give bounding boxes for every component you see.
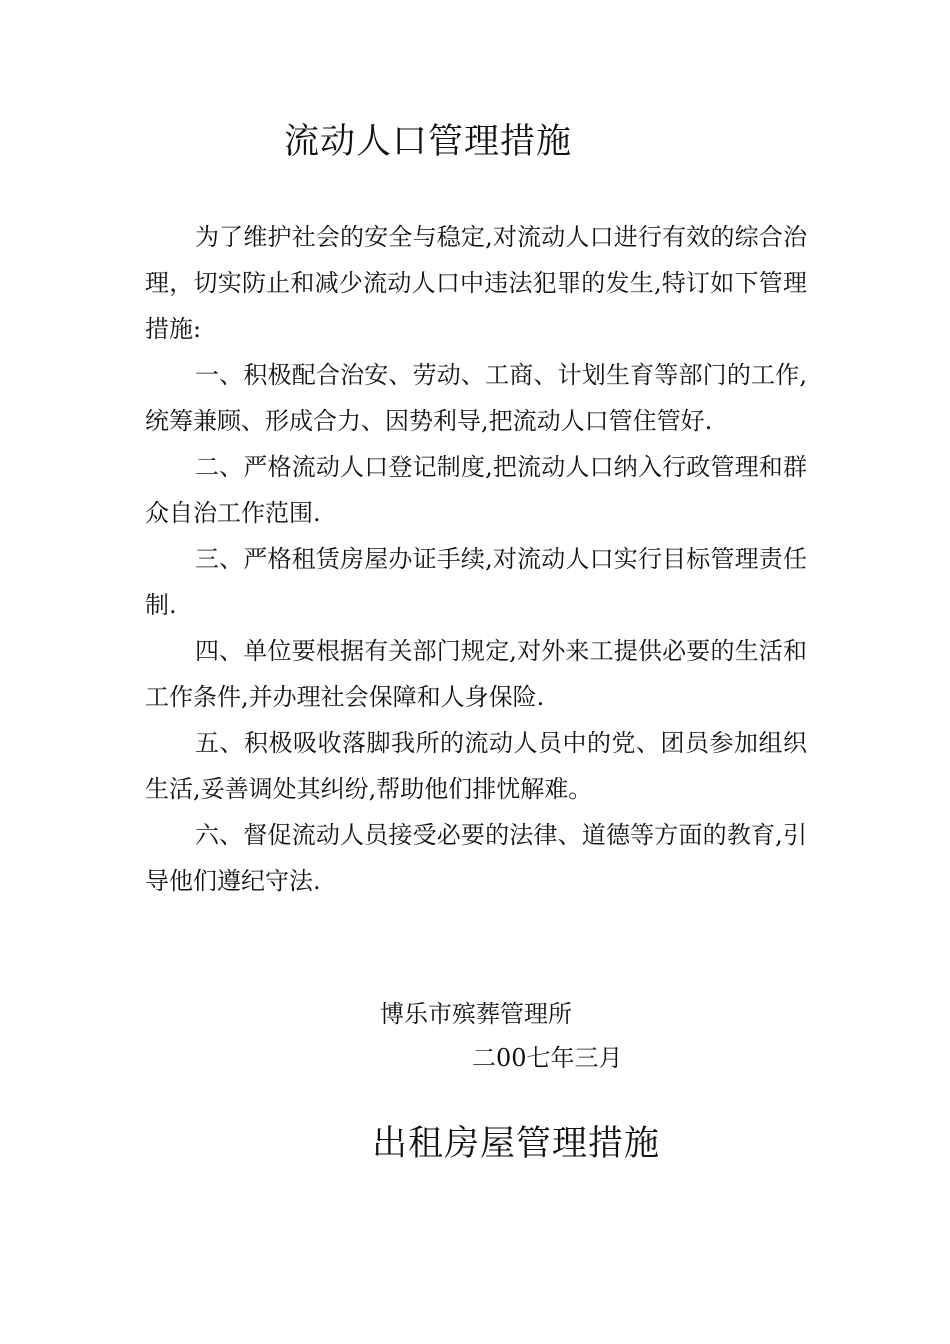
measure-paragraph-2: 二、严格流动人口登记制度,把流动人口纳入行政管理和群众自治工作范围. [145,453,807,527]
measure-paragraph-3: 三、严格租赁房屋办证手续,对流动人口实行目标管理责任制. [145,545,807,619]
measure-paragraph-5: 五、积极吸收落脚我所的流动人员中的党、团员参加组织生活,妥善调处其纠纷,帮助他们排忧解难。 [145,729,807,803]
document-body [145,214,807,904]
intro-paragraph: 为了维护社会的安全与稳定,对流动人口进行有效的综合治理，切实防止和减少流动人口中违法犯罪的发生,特订如下管理措施: [145,223,807,343]
signature-organization: 博乐市殡葬管理所 [380,1000,572,1028]
measure-paragraph-6: 六、督促流动人员接受必要的法律、道德等方面的教育,引导他们遵纪守法. [145,821,807,895]
measure-paragraph-4: 四、单位要根据有关部门规定,对外来工提供必要的生活和工作条件,并办理社会保障和人身保险. [145,637,807,711]
measure-paragraph-1: 一、积极配合治安、劳动、工商、计划生育等部门的工作,统筹兼顾、形成合力、因势利导,把流动人口管住管好. [145,361,807,435]
signature-date: 二00七年三月 [472,1044,623,1072]
document-title: 流动人口管理措施 [284,122,573,162]
next-section-title: 出租房屋管理措施 [372,1124,661,1164]
